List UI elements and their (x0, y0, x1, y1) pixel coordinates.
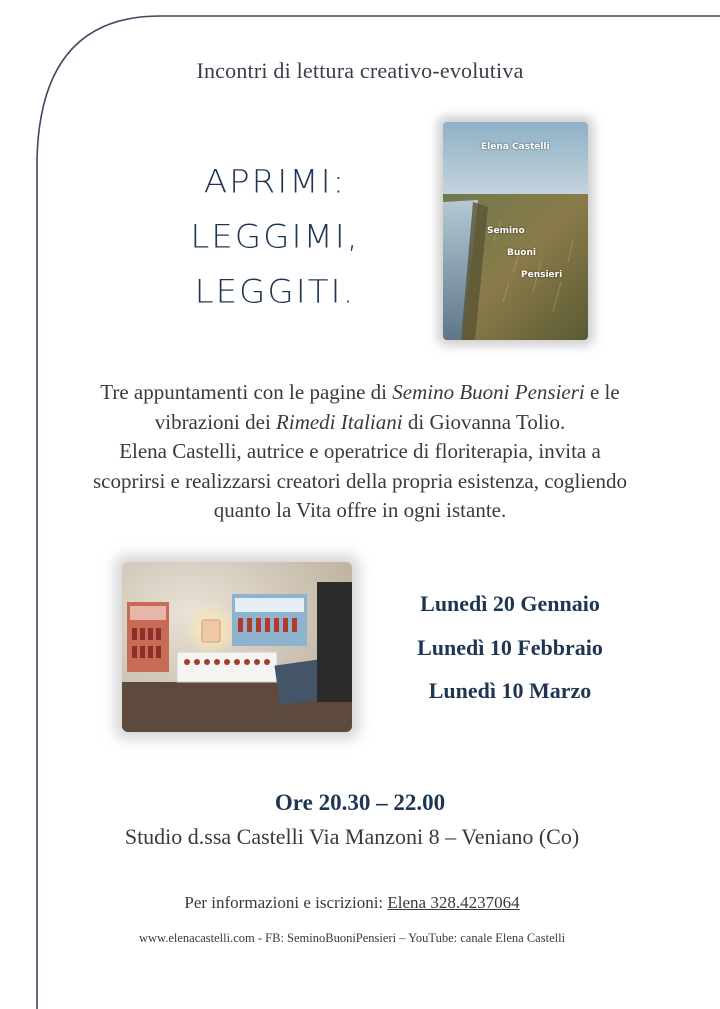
headline-line-1: APRIMI: (203, 162, 347, 201)
event-address: Studio d.ssa Castelli Via Manzoni 8 – Veniano (Co) (124, 824, 580, 849)
book-title-line-1: Semino (487, 226, 525, 236)
book-title-line-2: Buoni (507, 248, 536, 258)
description-line-5: quanto la Vita offre in ogni istante. (213, 498, 507, 522)
book-title-italic: Semino Buoni Pensieri (392, 380, 585, 404)
date-1: Lunedì 20 Gennaio (420, 591, 600, 616)
description-line-2: vibrazioni dei Rimedi Italiani di Giovanna Tolio. (154, 409, 566, 434)
book-author: Elena Castelli (481, 142, 550, 152)
event-time: Ore 20.30 – 22.00 (274, 790, 446, 815)
description-line-4: scoprirsi e realizzarsi creatori della propria esistenza, cogliendo (92, 468, 628, 493)
remedies-title-italic: Rimedi Italiani (276, 409, 403, 434)
event-dates (380, 582, 640, 713)
contact-phone-link[interactable]: Elena 328.4237064 (387, 893, 520, 912)
event-description (60, 378, 660, 526)
contact-info (0, 893, 704, 913)
footer-links: www.elenacastelli.com - FB: SeminoBuoniPensieri – YouTube: canale Elena Castelli (138, 931, 566, 945)
description-line-3: Elena Castelli, autrice e operatrice di floriterapia, invita a (119, 439, 601, 463)
book-title-line-3: Pensieri (521, 270, 563, 280)
book-cover-image (443, 122, 588, 340)
headline-line-3: LEGGITI. (194, 273, 356, 312)
headline (150, 154, 400, 319)
event-subtitle: Incontri di lettura creativo-evolutiva (196, 58, 524, 83)
remedies-photo (122, 562, 352, 732)
description-line-1: Tre appuntamenti con le pagine di Semino Buoni Pensieri e le (100, 380, 620, 404)
contact-label: Per informazioni e iscrizioni: (184, 893, 388, 912)
headline-line-2: LEGGIMI, (190, 218, 360, 256)
date-3: Lunedì 10 Marzo (428, 678, 592, 703)
date-2: Lunedì 10 Febbraio (417, 634, 603, 660)
